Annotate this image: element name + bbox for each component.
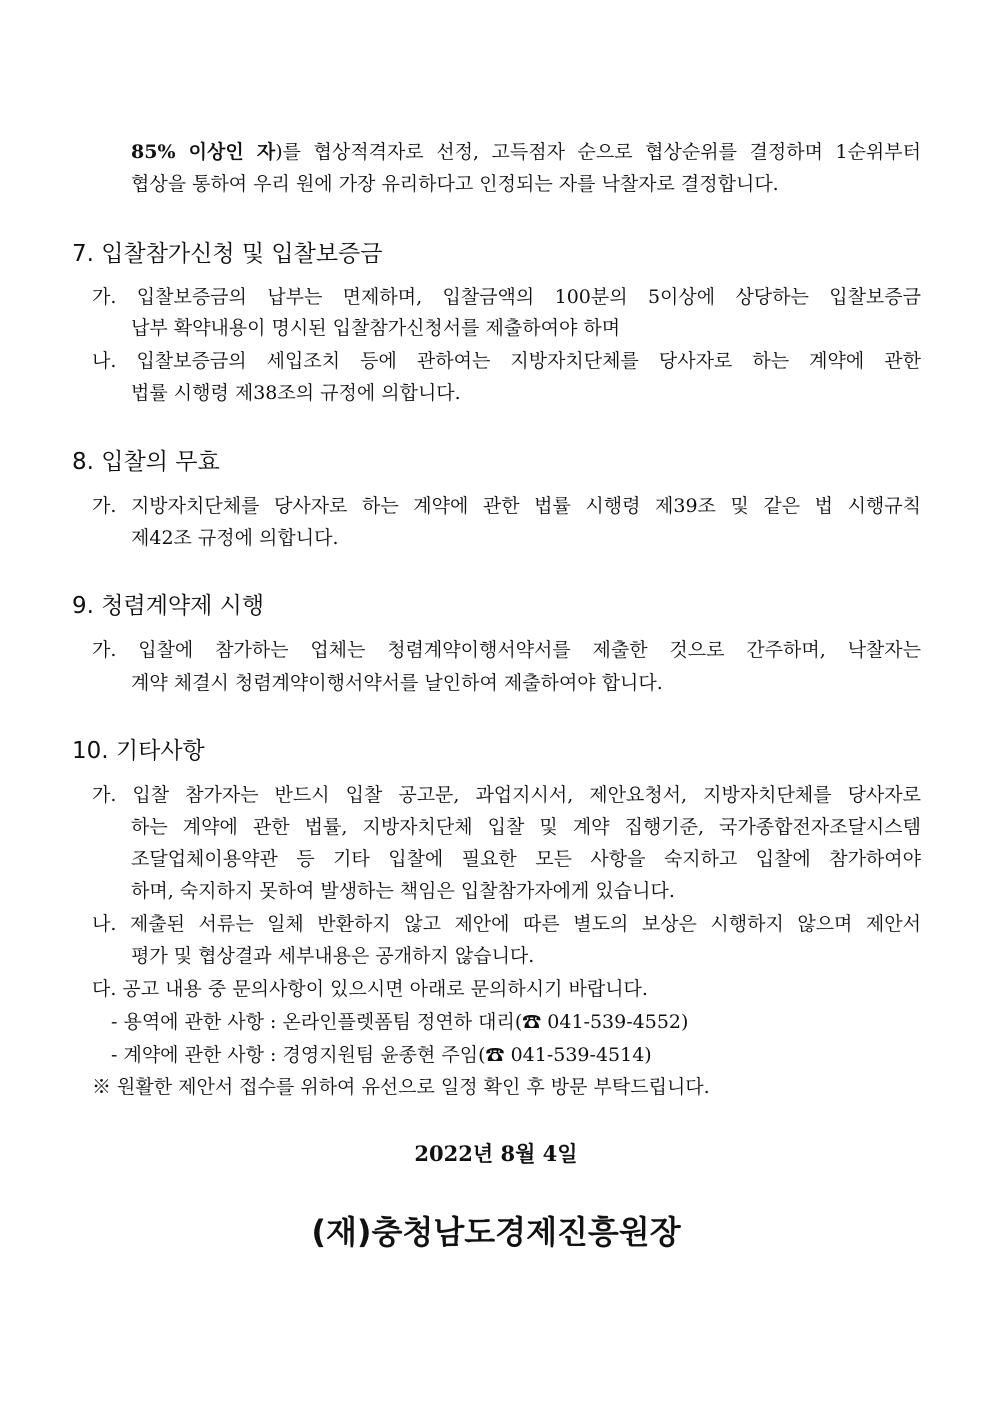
section-7-heading: 7. 입찰참가신청 및 입찰보증금 <box>72 241 383 267</box>
section-7-item-na-line-2: 법률 시행령 제38조의 규정에 의합니다. <box>131 382 461 404</box>
section-10-item-ga-line-2: 하는 계약에 관한 법률, 지방자치단체 입찰 및 계약 집행기준, 국가종합전자조달시스템 <box>131 816 921 838</box>
section-8-item-ga-line-1: 가. 지방자치단체를 당사자로 하는 계약에 관한 법률 시행령 제39조 및 같은 법 시행규칙 <box>92 495 921 517</box>
section-9-item-ga-line-1: 가. 입찰에 참가하는 업체는 청렴계약이행서약서를 제출한 것으로 간주하며, 낙찰자는 <box>92 639 921 661</box>
section-7-item-ga-line-1: 가. 입찰보증금의 납부는 면제하며, 입찰금액의 100분의 5이상에 상당하는 입찰보증금 <box>92 286 921 308</box>
section-10-item-na-line-2: 평가 및 협상결과 세부내용은 공개하지 않습니다. <box>131 945 535 967</box>
contact-contract: - 계약에 관한 사항 : 경영지원팀 윤종현 주임(☎ 041-539-4514) <box>111 1044 652 1066</box>
section-10-item-da-line-1: 다. 공고 내용 중 문의사항이 있으시면 아래로 문의하시기 바랍니다. <box>92 978 648 1000</box>
section-9-item-ga-line-2: 계약 체결시 청렴계약이행서약서를 날인하여 제출하여야 합니다. <box>131 672 663 694</box>
intro-line-2: 협상을 통하여 우리 원에 가장 유리하다고 인정되는 자를 낙찰자로 결정합니다. <box>131 173 779 195</box>
section-8-item-ga-line-2: 제42조 규정에 의합니다. <box>131 527 339 549</box>
section-10-item-ga-line-3: 조달업체이용약관 등 기타 입찰에 필요한 모든 사항을 숙지하고 입찰에 참가하여야 <box>131 848 921 870</box>
note-visit: ※ 원활한 제안서 접수를 위하여 유선으로 일정 확인 후 방문 부탁드립니다. <box>92 1076 710 1098</box>
section-10-item-ga-line-4: 하며, 숙지하지 못하여 발생하는 책임은 입찰참가자에게 있습니다. <box>131 880 675 902</box>
section-7-item-ga-line-2: 납부 확약내용이 명시된 입찰참가신청서를 제출하여야 하며 <box>131 317 621 339</box>
section-8-heading: 8. 입찰의 무효 <box>72 449 220 475</box>
intro-line-1-rest: )를 협상적격자로 선정, 고득점자 순으로 협상순위를 결정하며 1순위부터 <box>275 141 921 163</box>
organization-name: (재)충청남도경제진흥원장 <box>311 1213 681 1251</box>
contact-service: - 용역에 관한 사항 : 온라인플렛폼팀 정연하 대리(☎ 041-539-4552) <box>111 1011 689 1033</box>
intro-bold-text: 85% 이상인 자 <box>131 141 276 163</box>
section-10-item-ga-line-1: 가. 입찰 참가자는 반드시 입찰 공고문, 과업지시서, 제안요청서, 지방자치단체를 당사자로 <box>92 784 921 806</box>
intro-line-1 <box>131 137 921 167</box>
section-10-heading: 10. 기타사항 <box>72 738 205 764</box>
section-10-item-na-line-1: 나. 제출된 서류는 일체 반환하지 않고 제안에 따른 별도의 보상은 시행하지 않으며 제안서 <box>92 913 921 935</box>
section-7-item-na-line-1: 나. 입찰보증금의 세입조치 등에 관하여는 지방자치단체를 당사자로 하는 계약에 관한 <box>92 350 921 372</box>
section-9-heading: 9. 청렴계약제 시행 <box>72 593 265 619</box>
document-date: 2022년 8월 4일 <box>414 1141 578 1166</box>
